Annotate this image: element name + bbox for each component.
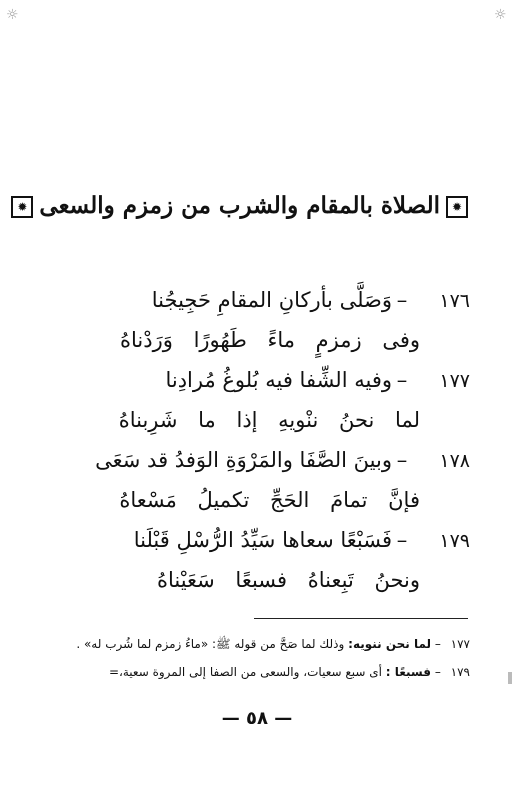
footnotes	[26, 630, 470, 686]
verse-text: وفى زمزمٍ ماءً طَهُورًا وَرَدْناهُ	[120, 328, 420, 352]
heading-ornament-icon: ✹	[11, 196, 33, 218]
verse-text: وفيه الشِّفا فيه بُلوغُ مُرادِنا	[165, 368, 392, 392]
verse-line	[40, 280, 470, 320]
footnote-text: وذلك لما صَحَّ من قوله ﷺ: «ماءُ زمزم لما شُرب له» .	[76, 637, 345, 651]
poem-verses	[40, 280, 470, 600]
verse-dash: –	[396, 368, 408, 392]
verse-text: ونحنُ تَبِعناهُ فسبعًا سَعَيْناهُ	[156, 568, 420, 592]
verse-text: وَصَلَّى بأركانِ المقامِ حَجِيجُنا	[151, 288, 392, 312]
page-number: — ٥٨ —	[221, 708, 293, 729]
corner-sun-ornament-icon: ☼	[494, 7, 507, 23]
footnote-lead: فسبعًا :	[385, 665, 432, 679]
verse-number: ١٧٧	[439, 370, 470, 392]
verse-number: ١٧٨	[439, 450, 470, 472]
footnote	[26, 658, 470, 686]
footnote-number: ١٧٩	[450, 665, 470, 679]
page-edge-mark	[508, 672, 512, 684]
corner-sun-ornament-icon: ☼	[6, 7, 19, 23]
verse-number: ١٧٦	[439, 290, 470, 312]
footnote-number: ١٧٧	[450, 637, 470, 651]
footnote-divider	[254, 618, 468, 619]
verse-line	[40, 520, 470, 560]
verse-line	[40, 440, 470, 480]
section-heading	[17, 186, 474, 226]
verse-text: فإنَّ تمامَ الحَجِّ تكميلُ مَسْعاهُ	[119, 488, 420, 512]
verse-line	[40, 480, 470, 520]
verse-line	[40, 320, 470, 360]
footnote-text: أى سبع سعيات، والسعى من الصفا إلى المروة سعية،=	[108, 665, 382, 679]
verse-line	[40, 400, 470, 440]
verse-text: لما نحنُ ننْويهِ إذا ما شَرِبناهُ	[118, 408, 420, 432]
verse-text: فَسَبْعًا سعاها سَيِّدُ الرُّسْلِ قَبْلَنا	[133, 528, 392, 552]
footnote-dash: –	[431, 637, 445, 651]
heading-ornament-icon: ✹	[446, 196, 468, 218]
verse-line	[40, 560, 470, 600]
footnote	[26, 630, 470, 658]
footnote-lead: لما نحن ننويه:	[348, 637, 432, 651]
verse-text: وبينَ الصَّفَا والمَرْوَةِ الوَفدُ قد سَعَى	[95, 448, 392, 472]
section-heading-text: الصلاة بالمقام والشرب من زمزم والسعى	[39, 192, 440, 219]
verse-number: ١٧٩	[439, 530, 470, 552]
verse-dash: –	[396, 528, 408, 552]
verse-line	[40, 360, 470, 400]
footnote-dash: –	[431, 665, 445, 679]
verse-dash: –	[396, 288, 408, 312]
verse-dash: –	[396, 448, 408, 472]
